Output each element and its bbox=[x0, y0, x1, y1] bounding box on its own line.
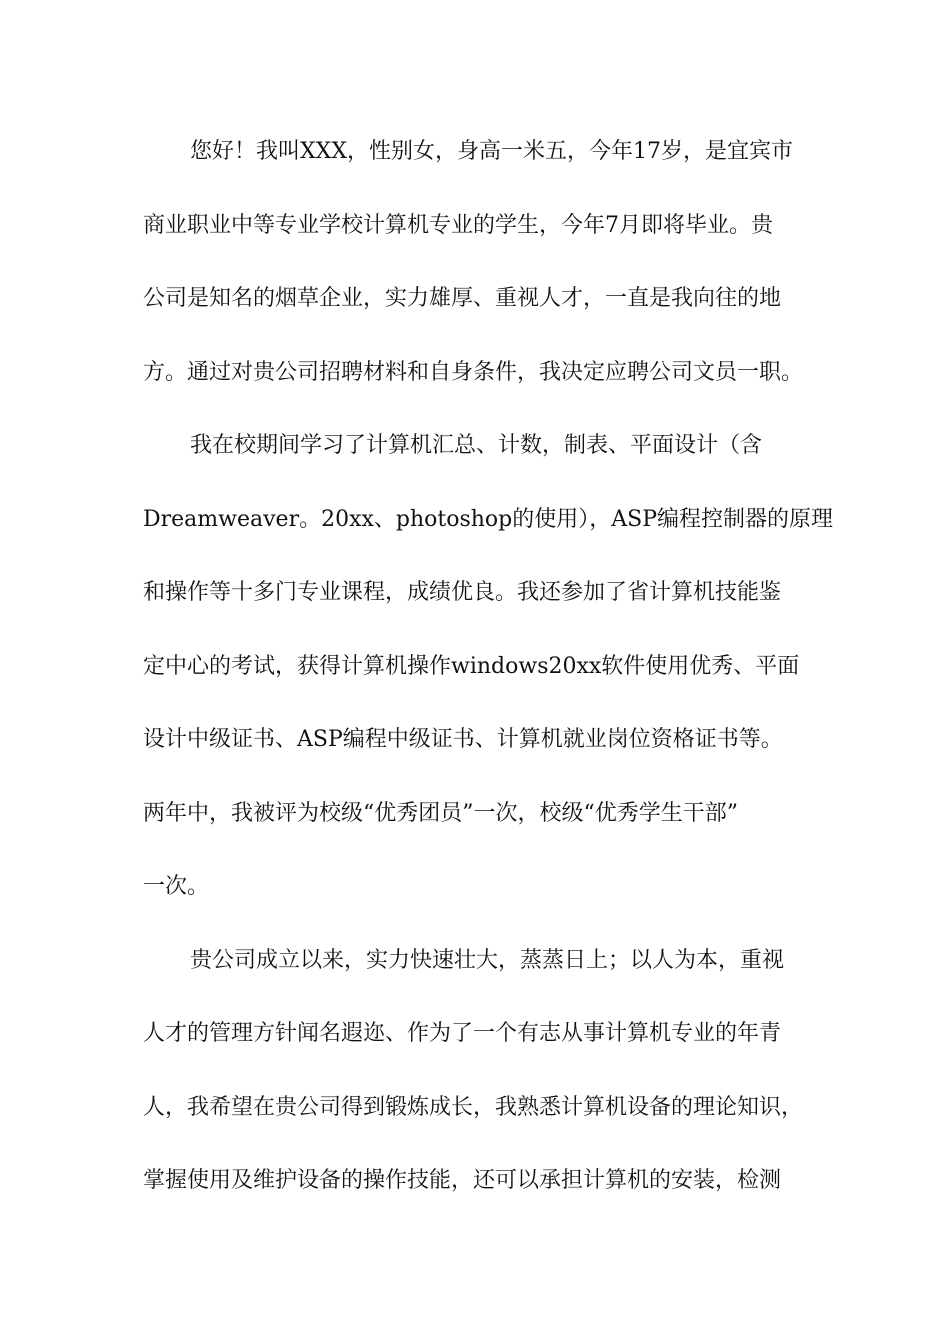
text-line: 贵公司成立以来，实力快速壮大，蒸蒸日上；以人为本，重视 bbox=[190, 947, 785, 973]
text-line: 设计中级证书、ASP编程中级证书、计算机就业岗位资格证书等。 bbox=[143, 727, 783, 752]
letter-body bbox=[143, 126, 834, 1229]
paragraph-education bbox=[143, 420, 834, 935]
text-line: 您好！我叫XXX，性别女，身高一米五，今年17岁，是宜宾市 bbox=[190, 139, 793, 164]
text-line: 定中心的考试，获得计算机操作windows20xx软件使用优秀、平面 bbox=[143, 653, 800, 679]
text-line: 和操作等十多门专业课程，成绩优良。我还参加了省计算机技能鉴 bbox=[143, 580, 782, 605]
text-line: 两年中，我被评为校级“优秀团员”一次，校级“优秀学生干部” bbox=[143, 800, 738, 826]
text-line: 掌握使用及维护设备的操作技能，还可以承担计算机的安装，检测 bbox=[143, 1168, 782, 1193]
text-line: 一次。 bbox=[143, 874, 210, 899]
text-line: Dreamweaver。20xx、photoshop的使用），ASP编程控制器的原理 bbox=[143, 506, 834, 532]
text-line: 商业职业中等专业学校计算机专业的学生，今年7月即将毕业。贵 bbox=[143, 212, 773, 238]
text-line: 人才的管理方针闻名遐迩、作为了一个有志从事计算机专业的年青 bbox=[143, 1021, 782, 1046]
text-line: 我在校期间学习了计算机汇总、计数，制表、平面设计（含 bbox=[190, 433, 763, 458]
text-line: 人，我希望在贵公司得到锻炼成长，我熟悉计算机设备的理论知识， bbox=[143, 1094, 804, 1120]
text-line: 方。通过对贵公司招聘材料和自身条件，我决定应聘公司文员一职。 bbox=[143, 359, 804, 385]
text-line: 公司是知名的烟草企业，实力雄厚、重视人才，一直是我向往的地 bbox=[143, 286, 782, 311]
paragraph-motivation bbox=[143, 935, 823, 1229]
paragraph-intro bbox=[143, 126, 823, 420]
